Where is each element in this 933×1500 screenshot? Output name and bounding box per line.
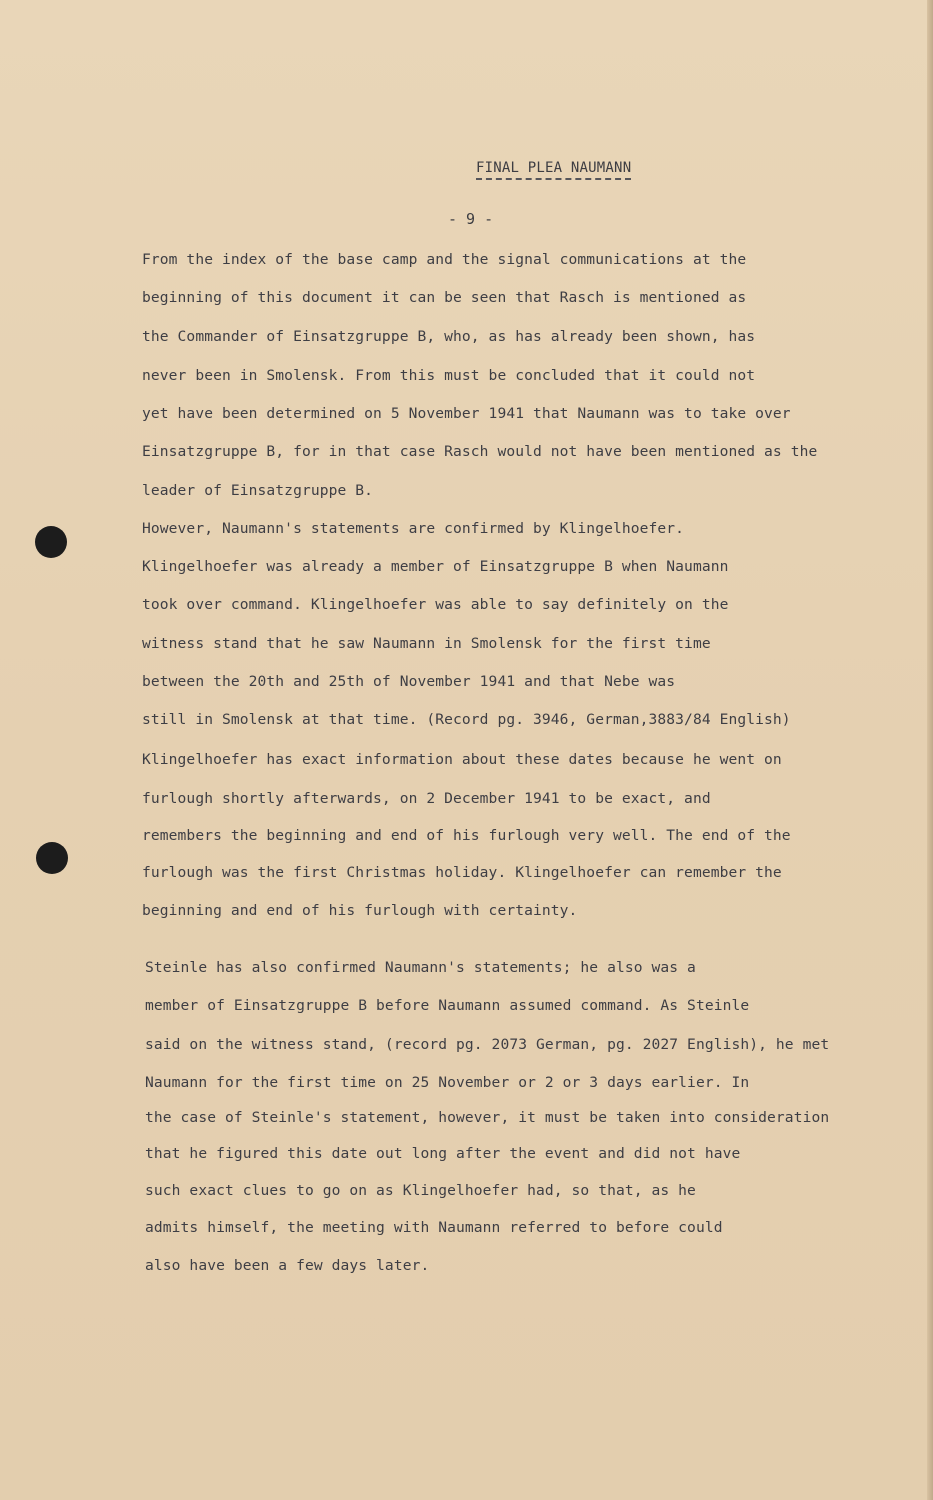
text-line: admits himself, the meeting with Naumann referred to before could [145, 1219, 723, 1236]
punch-hole-top [35, 526, 67, 558]
text-line: Steinle has also confirmed Naumann's statements; he also was a [145, 959, 696, 976]
text-line: Klingelhoefer was already a member of Einsatzgruppe B when Naumann [142, 558, 729, 575]
text-line: still in Smolensk at that time. (Record pg. 3946, German,3883/84 English) [142, 711, 791, 728]
text-line: took over command. Klingelhoefer was able to say definitely on the [142, 596, 729, 613]
document-heading: FINAL PLEA NAUMANN [476, 160, 631, 180]
text-line: the case of Steinle's statement, however, it must be taken into consideration [145, 1109, 830, 1126]
text-line: beginning of this document it can be seen that Rasch is mentioned as [142, 289, 747, 306]
paper-edge [927, 0, 933, 1500]
text-line: member of Einsatzgruppe B before Naumann assumed command. As Steinle [145, 997, 750, 1014]
text-line: said on the witness stand, (record pg. 2073 German, pg. 2027 English), he met [145, 1036, 830, 1053]
text-line: that he figured this date out long after the event and did not have [145, 1145, 741, 1162]
text-line: between the 20th and 25th of November 1941 and that Nebe was [142, 673, 676, 690]
text-line: Einsatzgruppe B, for in that case Rasch would not have been mentioned as the [142, 443, 818, 460]
text-line: yet have been determined on 5 November 1941 that Naumann was to take over [142, 405, 791, 422]
text-line: beginning and end of his furlough with certainty. [142, 902, 578, 919]
page-number: - 9 - [448, 210, 494, 228]
text-line: witness stand that he saw Naumann in Smolensk for the first time [142, 635, 711, 652]
text-line: never been in Smolensk. From this must be concluded that it could not [142, 367, 756, 384]
text-line: leader of Einsatzgruppe B. [142, 482, 374, 499]
text-line: However, Naumann's statements are confirmed by Klingelhoefer. [142, 520, 685, 537]
text-line: remembers the beginning and end of his furlough very well. The end of the [142, 827, 791, 844]
text-line: also have been a few days later. [145, 1257, 430, 1274]
text-line: furlough shortly afterwards, on 2 December 1941 to be exact, and [142, 790, 711, 807]
text-line: furlough was the first Christmas holiday. Klingelhoefer can remember the [142, 864, 782, 881]
text-line: From the index of the base camp and the signal communications at the [142, 251, 747, 268]
text-line: the Commander of Einsatzgruppe B, who, as has already been shown, has [142, 328, 756, 345]
text-line: Naumann for the first time on 25 November or 2 or 3 days earlier. In [145, 1074, 750, 1091]
punch-hole-bottom [36, 842, 68, 874]
text-line: such exact clues to go on as Klingelhoefer had, so that, as he [145, 1182, 696, 1199]
text-line: Klingelhoefer has exact information about these dates because he went on [142, 751, 782, 768]
